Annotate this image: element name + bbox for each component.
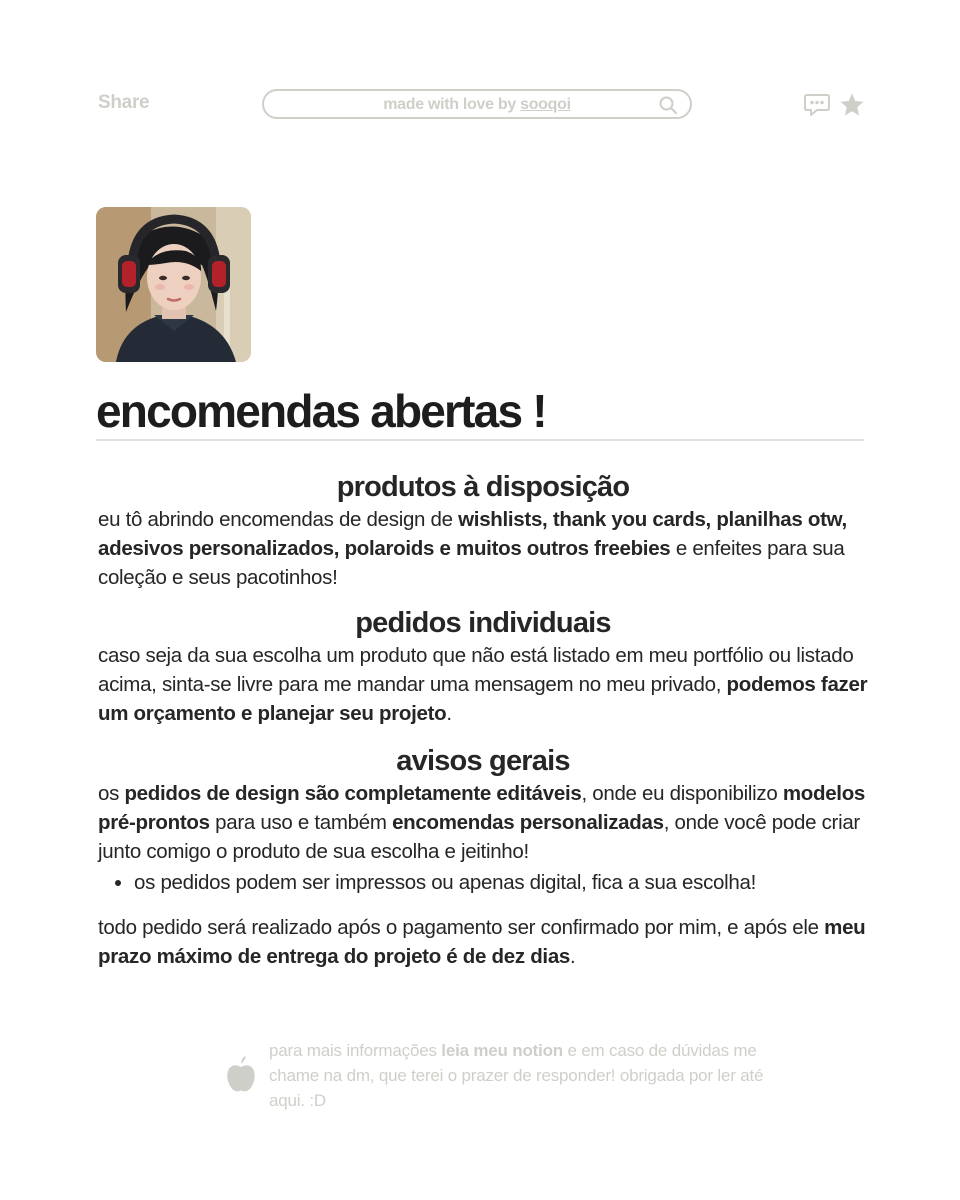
- section-products: [98, 469, 868, 592]
- page-title: encomendas abertas !: [96, 385, 546, 437]
- search-bar[interactable]: [262, 89, 692, 119]
- footer-text: [269, 1038, 786, 1113]
- notion-link[interactable]: leia meu notion: [441, 1041, 563, 1060]
- text-run: e em caso de dúvidas me chame na dm, que terei o prazer de responder! obrigada por ler até aqui. :D: [269, 1041, 764, 1110]
- share-button[interactable]: Share: [98, 92, 150, 113]
- text-run: eu tô abrindo encomendas de design de: [98, 508, 459, 531]
- section-heading: pedidos individuais: [355, 607, 611, 639]
- apple-icon: [226, 1056, 256, 1092]
- search-text: [264, 96, 690, 114]
- bold-run: meu prazo máximo de entrega do projeto é de dez dias: [98, 916, 866, 968]
- text-run: , onde eu disponibilizo: [581, 782, 783, 805]
- text-run: todo pedido será realizado após o pagamento ser confirmado por mim, e após ele: [98, 916, 825, 939]
- footer-note: [226, 1038, 786, 1113]
- top-icons: [803, 92, 865, 118]
- bold-run: podemos fazer um orçamento e planejar seu projeto: [98, 673, 868, 725]
- chat-bubble-icon[interactable]: [803, 92, 831, 118]
- avatar: [96, 207, 251, 362]
- author-link[interactable]: sooqoi: [520, 96, 571, 113]
- text-run: .: [446, 702, 452, 725]
- text-run: caso seja da sua escolha um produto que não está listado em meu portfólio ou listado acima, sinta-se livre para me mandar uma mensagem no meu privado,: [98, 644, 854, 696]
- section-heading: avisos gerais: [396, 745, 570, 777]
- section-heading: produtos à disposição: [336, 471, 630, 503]
- list-item: • os pedidos podem ser impressos ou apenas digital, fica a sua escolha!: [134, 868, 868, 897]
- search-icon[interactable]: [658, 95, 678, 115]
- notices-list: [98, 868, 868, 897]
- text-run: e enfeites para sua coleção e seus pacotinhos!: [98, 537, 845, 589]
- section-paragraph: [98, 641, 868, 728]
- text-run: , onde você pode criar junto comigo o produto de sua escolha e jeitinho!: [98, 811, 860, 863]
- text-run: os: [98, 782, 125, 805]
- section-paragraph: [98, 505, 868, 592]
- bold-run: modelos pré-prontos: [98, 782, 866, 834]
- bold-run: encomendas personalizadas: [392, 811, 664, 834]
- divider: [96, 439, 864, 441]
- section-paragraph: [98, 779, 868, 866]
- text-run: .: [570, 945, 576, 968]
- section-notices: [98, 743, 868, 897]
- bold-run: wishlists, thank you cards, planilhas otw, adesivos personalizados, polaroids e muitos outros freebies: [98, 508, 847, 560]
- avatar-photo: [96, 207, 251, 362]
- text-run: para uso e também: [209, 811, 393, 834]
- star-icon[interactable]: [839, 92, 865, 118]
- bold-run: pedidos de design são completamente editáveis: [124, 782, 582, 805]
- section-paragraph: [98, 913, 868, 971]
- top-bar: [0, 0, 960, 210]
- section-individual: [98, 605, 868, 728]
- search-prefix: made with love by: [383, 96, 521, 113]
- section-payment: [98, 913, 868, 971]
- text-run: para mais informações: [269, 1041, 442, 1060]
